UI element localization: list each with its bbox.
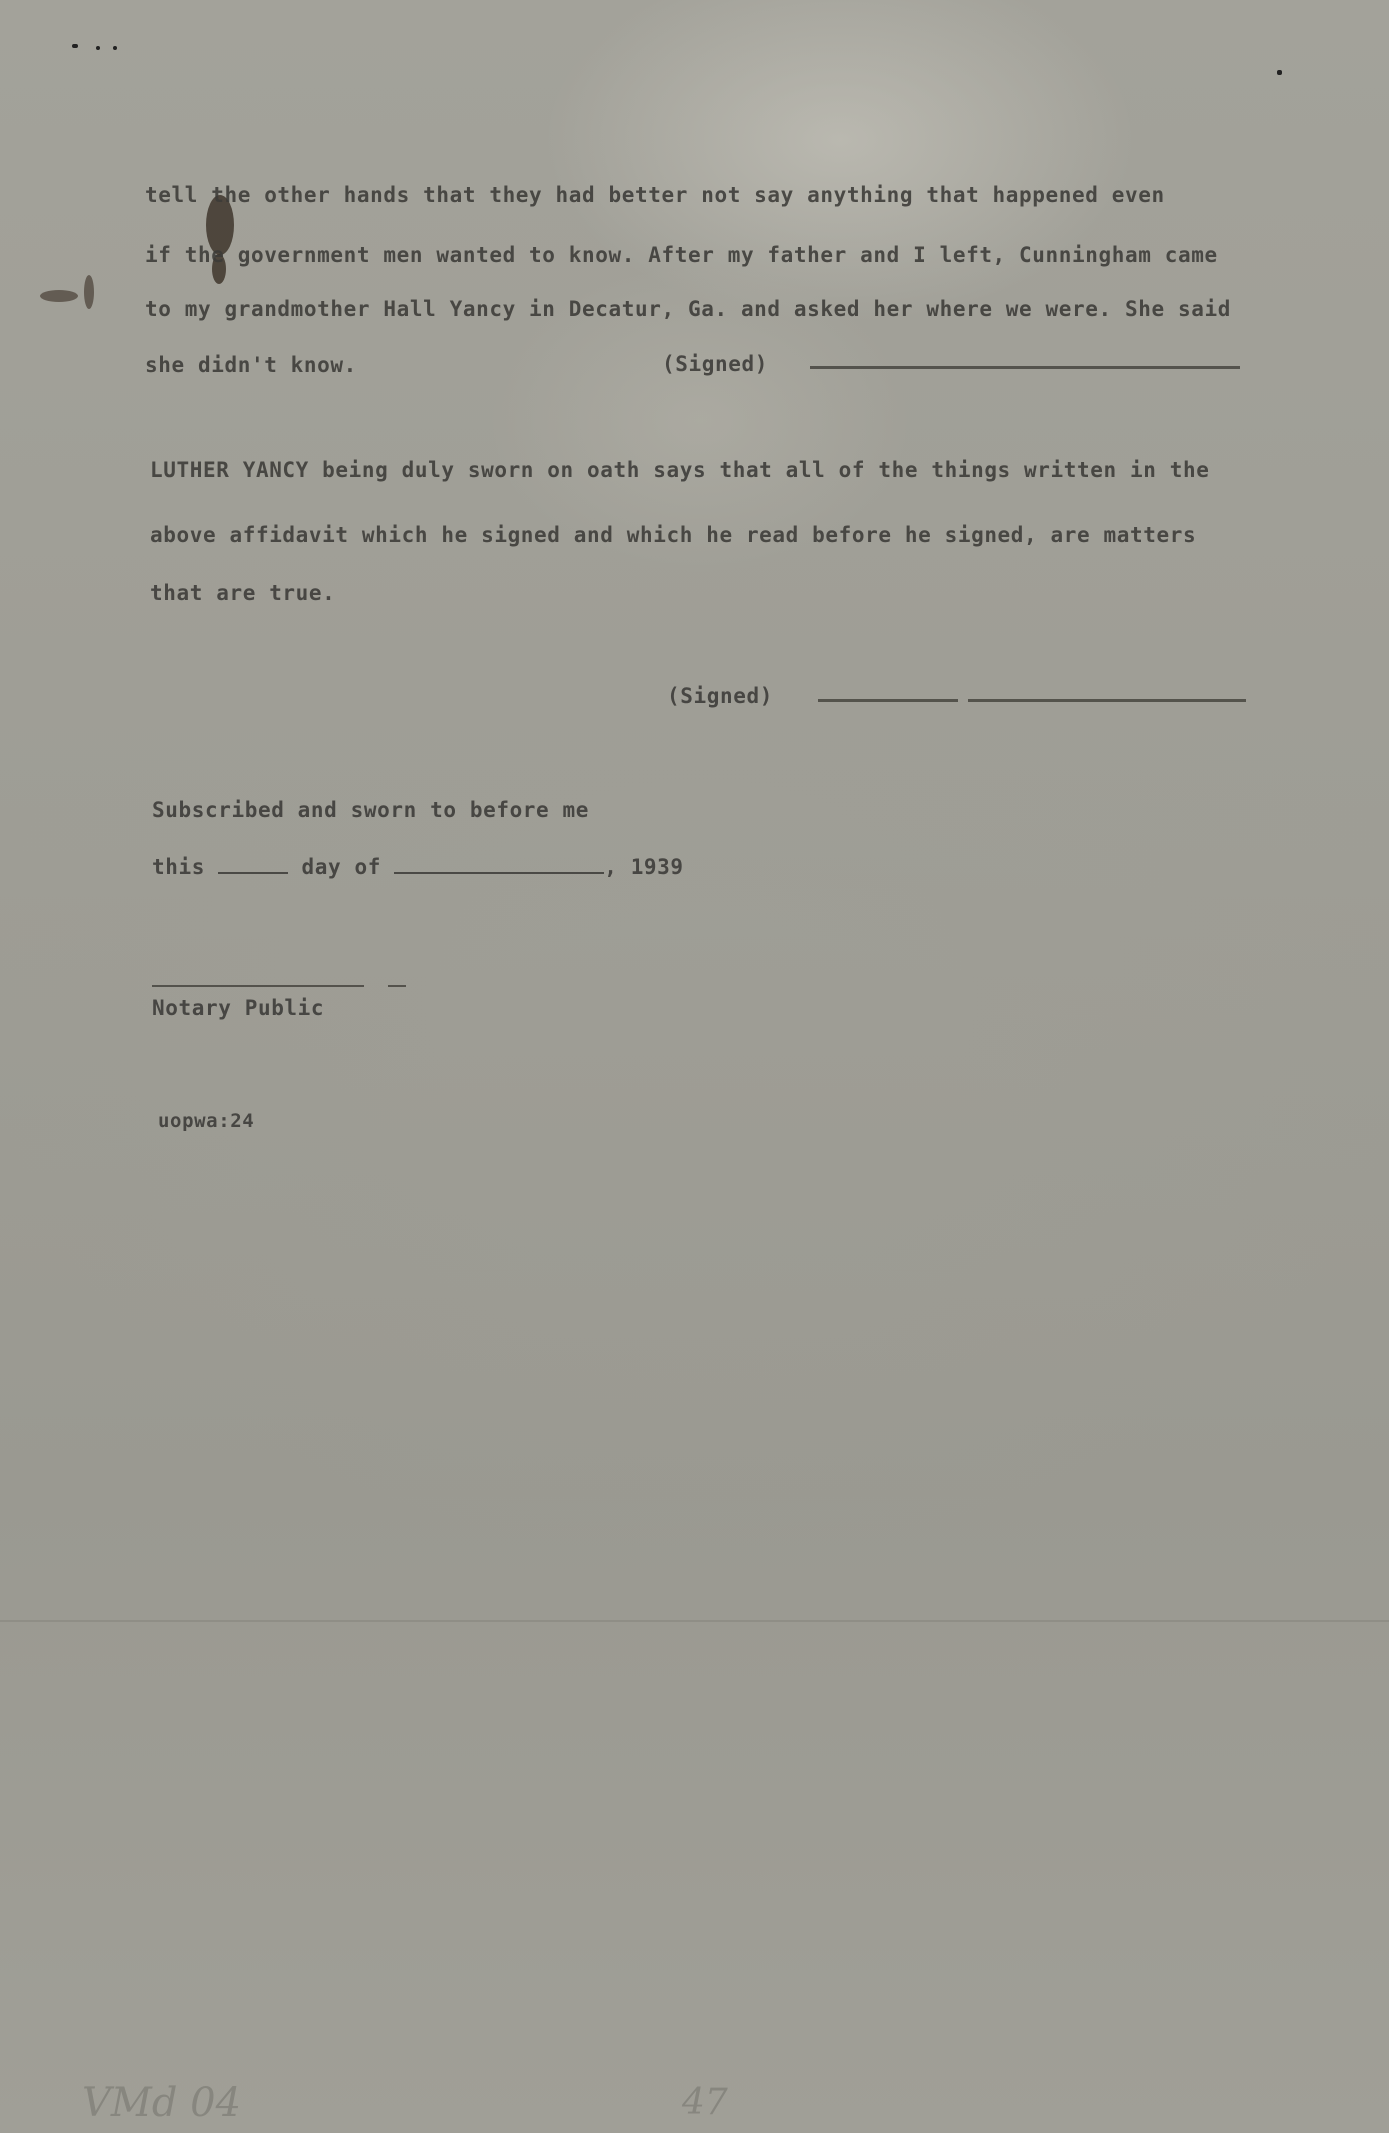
- body-line: she didn't know.: [145, 353, 357, 377]
- oath-line: LUTHER YANCY being duly sworn on oath says that all of the things written in the: [150, 458, 1210, 482]
- signature-line: [818, 699, 958, 702]
- notary-signature-line: [152, 985, 364, 987]
- ink-smudge: [40, 290, 78, 302]
- notary-signature-line: [388, 985, 406, 987]
- handwritten-page-number: 47: [682, 2082, 728, 2123]
- notary-label: Notary Public: [152, 996, 325, 1020]
- paper-speck: [113, 46, 117, 50]
- date-line: [152, 854, 684, 879]
- signed-label: (Signed): [662, 352, 768, 376]
- oath-line: above affidavit which he signed and which he read before he signed, are matters: [150, 523, 1197, 547]
- month-blank: [394, 854, 604, 874]
- paper-fold: [0, 1620, 1389, 1622]
- day-of-label: day of: [301, 855, 381, 879]
- body-line: to my grandmother Hall Yancy in Decatur, Ga. and asked her where we were. She said: [145, 297, 1231, 321]
- paper-speck: [96, 46, 100, 50]
- signature-line: [968, 699, 1246, 702]
- ink-smudge: [84, 275, 94, 309]
- body-line: tell the other hands that they had better not say anything that happened even: [145, 183, 1165, 207]
- signature-line: [810, 366, 1240, 369]
- year-label: , 1939: [604, 855, 684, 879]
- paper-speck: [72, 44, 78, 48]
- this-word: this: [152, 855, 205, 879]
- oath-line: that are true.: [150, 581, 336, 605]
- body-line: if the government men wanted to know. After my father and I left, Cunningham came: [145, 243, 1218, 267]
- reference-code: uopwa:24: [158, 1110, 255, 1132]
- subscribed-line: Subscribed and sworn to before me: [152, 798, 590, 822]
- handwritten-catalog-number: VMd 04: [82, 2080, 242, 2126]
- day-blank: [218, 854, 288, 874]
- signed-label: (Signed): [667, 684, 773, 708]
- paper-speck: [1277, 70, 1282, 75]
